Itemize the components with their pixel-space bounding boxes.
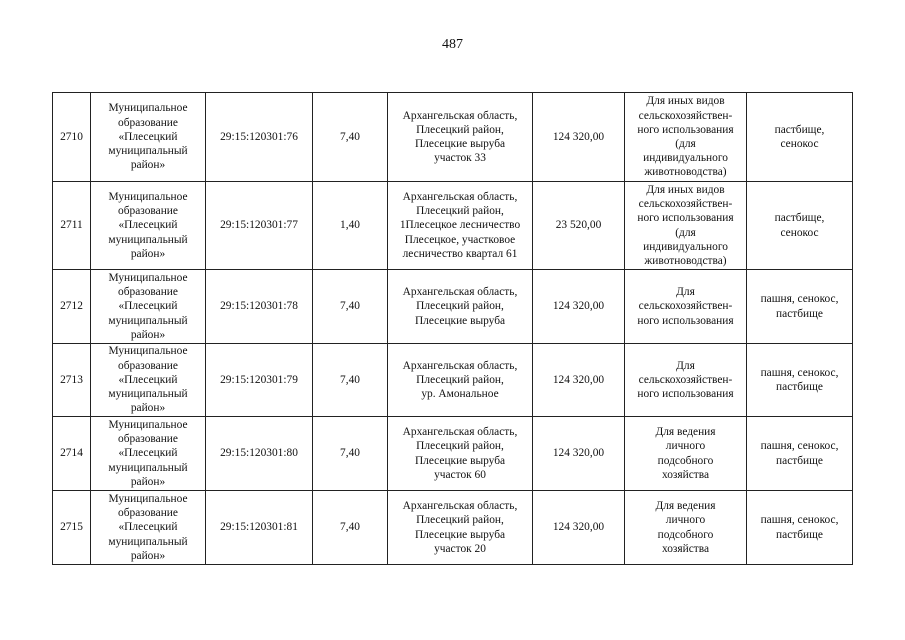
owner-cell: Муниципальное образование «Плесецкий муниципальный район»: [91, 93, 206, 182]
area-cell: 7,40: [313, 491, 388, 565]
land-registry-table: [52, 92, 853, 565]
row-number-cell: 2713: [53, 344, 91, 417]
land-type-cell: пашня, сенокос, пастбище: [747, 270, 853, 344]
owner-cell: Муниципальное образование «Плесецкий муниципальный район»: [91, 182, 206, 270]
table-row: [53, 417, 853, 491]
cadastral-number-cell: 29:15:120301:79: [206, 344, 313, 417]
land-type-cell: пастбище, сенокос: [747, 182, 853, 270]
cadastral-number-cell: 29:15:120301:78: [206, 270, 313, 344]
address-cell: Архангельская область, Плесецкий район, ур. Амональное: [388, 344, 533, 417]
row-number-cell: 2714: [53, 417, 91, 491]
address-cell: Архангельская область, Плесецкий район, Плесецкие выруба: [388, 270, 533, 344]
permitted-use-cell: Для сельскохозяйствен- ного использования: [625, 344, 747, 417]
land-type-cell: пашня, сенокос, пастбище: [747, 491, 853, 565]
owner-cell: Муниципальное образование «Плесецкий муниципальный район»: [91, 270, 206, 344]
value-cell: 124 320,00: [533, 417, 625, 491]
land-type-cell: пашня, сенокос, пастбище: [747, 417, 853, 491]
table-row: [53, 182, 853, 270]
cadastral-number-cell: 29:15:120301:81: [206, 491, 313, 565]
row-number-cell: 2715: [53, 491, 91, 565]
value-cell: 124 320,00: [533, 344, 625, 417]
cadastral-number-cell: 29:15:120301:80: [206, 417, 313, 491]
address-cell: Архангельская область, Плесецкий район, Плесецкие выруба участок 60: [388, 417, 533, 491]
area-cell: 1,40: [313, 182, 388, 270]
permitted-use-cell: Для сельскохозяйствен- ного использования: [625, 270, 747, 344]
cadastral-number-cell: 29:15:120301:76: [206, 93, 313, 182]
table-row: [53, 491, 853, 565]
value-cell: 23 520,00: [533, 182, 625, 270]
table-row: [53, 93, 853, 182]
land-type-cell: пастбище, сенокос: [747, 93, 853, 182]
area-cell: 7,40: [313, 344, 388, 417]
area-cell: 7,40: [313, 93, 388, 182]
address-cell: Архангельская область, Плесецкий район, Плесецкие выруба участок 33: [388, 93, 533, 182]
row-number-cell: 2710: [53, 93, 91, 182]
table-row: [53, 270, 853, 344]
row-number-cell: 2712: [53, 270, 91, 344]
area-cell: 7,40: [313, 270, 388, 344]
land-type-cell: пашня, сенокос, пастбище: [747, 344, 853, 417]
row-number-cell: 2711: [53, 182, 91, 270]
value-cell: 124 320,00: [533, 93, 625, 182]
address-cell: Архангельская область, Плесецкий район, 1Плесецкое лесничество Плесецкое, участковое лесничество квартал 61: [388, 182, 533, 270]
table-row: [53, 344, 853, 417]
area-cell: 7,40: [313, 417, 388, 491]
value-cell: 124 320,00: [533, 491, 625, 565]
permitted-use-cell: Для иных видов сельскохозяйствен- ного использования (для индивидуального животноводства): [625, 182, 747, 270]
permitted-use-cell: Для иных видов сельскохозяйствен- ного использования (для индивидуального животноводства): [625, 93, 747, 182]
cadastral-number-cell: 29:15:120301:77: [206, 182, 313, 270]
permitted-use-cell: Для ведения личного подсобного хозяйства: [625, 491, 747, 565]
page-number: 487: [442, 37, 463, 52]
owner-cell: Муниципальное образование «Плесецкий муниципальный район»: [91, 491, 206, 565]
value-cell: 124 320,00: [533, 270, 625, 344]
permitted-use-cell: Для ведения личного подсобного хозяйства: [625, 417, 747, 491]
owner-cell: Муниципальное образование «Плесецкий муниципальный район»: [91, 344, 206, 417]
owner-cell: Муниципальное образование «Плесецкий муниципальный район»: [91, 417, 206, 491]
address-cell: Архангельская область, Плесецкий район, Плесецкие выруба участок 20: [388, 491, 533, 565]
